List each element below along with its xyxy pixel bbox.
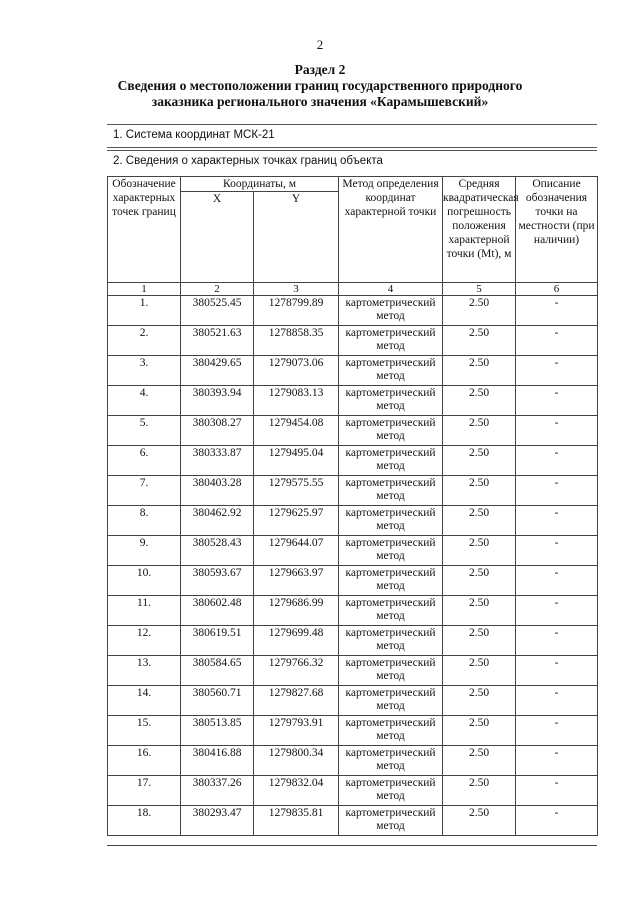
coord-y — [254, 806, 339, 836]
coord-y-value: 1279495.04 — [268, 447, 324, 459]
point-number — [108, 386, 181, 416]
method-value: картометрический метод — [345, 687, 436, 712]
coord-x-value: 380462.92 — [192, 507, 242, 519]
header-description: Описание обозначения точки на местности (при наличии) — [516, 177, 598, 283]
coord-x — [181, 536, 254, 566]
point-number-value: 7. — [139, 477, 149, 489]
points-table — [107, 176, 598, 836]
column-number: 4 — [339, 283, 443, 296]
coord-x-value: 380333.87 — [192, 447, 242, 459]
accuracy — [443, 536, 516, 566]
coord-y-value: 1279827.68 — [268, 687, 324, 699]
table-row — [108, 716, 598, 746]
method-value: картометрический метод — [345, 297, 436, 322]
point-number-value: 13. — [136, 657, 152, 669]
coord-x — [181, 596, 254, 626]
coord-x-value: 380593.67 — [192, 567, 242, 579]
point-number — [108, 446, 181, 476]
point-number-value: 1. — [139, 297, 149, 309]
accuracy-value: 2.50 — [468, 537, 490, 549]
description-value: - — [554, 657, 559, 669]
point-number-value: 15. — [136, 717, 152, 729]
description-value: - — [554, 447, 559, 459]
accuracy — [443, 596, 516, 626]
header-method: Метод определения координат характерной точки — [339, 177, 443, 283]
method — [339, 626, 443, 656]
point-number-value: 9. — [139, 537, 149, 549]
coord-y-value: 1279454.08 — [268, 417, 324, 429]
coord-y — [254, 626, 339, 656]
coord-y — [254, 596, 339, 626]
description-value: - — [554, 297, 559, 309]
accuracy — [443, 686, 516, 716]
coord-y — [254, 776, 339, 806]
page-number: 2 — [316, 37, 324, 52]
coord-x-value: 380416.88 — [192, 747, 242, 759]
point-number-value: 11. — [137, 597, 151, 609]
method — [339, 716, 443, 746]
coord-x — [181, 506, 254, 536]
description-value: - — [554, 417, 559, 429]
coord-x-value: 380528.43 — [192, 537, 242, 549]
description — [516, 476, 598, 506]
point-number — [108, 566, 181, 596]
coord-y — [254, 566, 339, 596]
coord-x — [181, 476, 254, 506]
coord-x-value: 380403.28 — [192, 477, 242, 489]
accuracy — [443, 506, 516, 536]
description-value: - — [554, 567, 559, 579]
accuracy — [443, 356, 516, 386]
method-value: картометрический метод — [345, 777, 436, 802]
accuracy-value: 2.50 — [468, 357, 490, 369]
method — [339, 476, 443, 506]
table-row — [108, 776, 598, 806]
coord-x — [181, 686, 254, 716]
method-value: картометрический метод — [345, 327, 436, 352]
description — [516, 326, 598, 356]
accuracy-value: 2.50 — [468, 447, 490, 459]
accuracy — [443, 566, 516, 596]
coord-x-value: 380619.51 — [192, 627, 242, 639]
method-value: картометрический метод — [345, 387, 436, 412]
coordinate-system-label: 1. Система координат МСК-21 — [113, 129, 275, 141]
description — [516, 716, 598, 746]
method — [339, 386, 443, 416]
point-number-value: 18. — [136, 807, 152, 819]
description — [516, 656, 598, 686]
coord-x-value: 380393.94 — [192, 387, 242, 399]
point-number-value: 4. — [139, 387, 149, 399]
method — [339, 416, 443, 446]
coord-y — [254, 386, 339, 416]
description — [516, 416, 598, 446]
accuracy-value: 2.50 — [468, 807, 490, 819]
characteristic-points-row — [107, 150, 597, 171]
point-number — [108, 806, 181, 836]
header-coordinates: Координаты, м — [181, 177, 339, 192]
point-number — [108, 776, 181, 806]
header-accuracy: Средняя квадратическая погрешность положения характерной точки (Mt), м — [443, 177, 516, 283]
coord-x-value: 380513.85 — [192, 717, 242, 729]
coord-y-value: 1279083.13 — [268, 387, 324, 399]
coord-y — [254, 536, 339, 566]
method — [339, 776, 443, 806]
accuracy-value: 2.50 — [468, 777, 490, 789]
coord-x-value: 380521.63 — [192, 327, 242, 339]
method-value: картометрический метод — [345, 507, 436, 532]
description-value: - — [554, 507, 559, 519]
method-value: картометрический метод — [345, 357, 436, 382]
point-number — [108, 746, 181, 776]
method — [339, 806, 443, 836]
section-heading — [60, 62, 580, 110]
table-row — [108, 536, 598, 566]
section-title: Раздел 2 — [294, 62, 346, 77]
coord-y — [254, 716, 339, 746]
description-value: - — [554, 717, 559, 729]
accuracy — [443, 296, 516, 326]
method — [339, 326, 443, 356]
description-value: - — [554, 327, 559, 339]
table-row — [108, 596, 598, 626]
point-number — [108, 416, 181, 446]
column-number: 1 — [108, 283, 181, 296]
accuracy — [443, 776, 516, 806]
coord-x-value: 380525.45 — [192, 297, 242, 309]
coord-y — [254, 656, 339, 686]
accuracy-value: 2.50 — [468, 387, 490, 399]
description-value: - — [554, 747, 559, 759]
coord-x-value: 380584.65 — [192, 657, 242, 669]
table-row — [108, 746, 598, 776]
method — [339, 746, 443, 776]
accuracy — [443, 746, 516, 776]
accuracy — [443, 716, 516, 746]
coord-y — [254, 356, 339, 386]
coord-y-value: 1279625.97 — [268, 507, 324, 519]
description-value: - — [554, 537, 559, 549]
header-y: Y — [254, 192, 339, 283]
table-row — [108, 416, 598, 446]
description — [516, 596, 598, 626]
coord-y-value: 1279800.34 — [268, 747, 324, 759]
method — [339, 566, 443, 596]
coord-x — [181, 386, 254, 416]
coord-x — [181, 356, 254, 386]
point-number — [108, 356, 181, 386]
coord-y-value: 1279686.99 — [268, 597, 324, 609]
coord-y-value: 1279699.48 — [268, 627, 324, 639]
point-number-value: 10. — [136, 567, 152, 579]
method-value: картометрический метод — [345, 537, 436, 562]
accuracy-value: 2.50 — [468, 747, 490, 759]
accuracy-value: 2.50 — [468, 567, 490, 579]
method-value: картометрический метод — [345, 417, 436, 442]
description — [516, 536, 598, 566]
coord-x — [181, 326, 254, 356]
method-value: картометрический метод — [345, 597, 436, 622]
method-value: картометрический метод — [345, 747, 436, 772]
method-value: картометрический метод — [345, 717, 436, 742]
coord-x — [181, 446, 254, 476]
heading-line-2: заказника регионального значения «Карамышевский» — [151, 94, 489, 109]
point-number — [108, 656, 181, 686]
coord-y-value: 1279644.07 — [268, 537, 324, 549]
column-number: 5 — [443, 283, 516, 296]
table-row — [108, 476, 598, 506]
column-number: 6 — [516, 283, 598, 296]
coord-y — [254, 446, 339, 476]
table-row — [108, 506, 598, 536]
coord-x — [181, 716, 254, 746]
method-value: картометрический метод — [345, 657, 436, 682]
coord-x — [181, 776, 254, 806]
coord-x-value: 380560.71 — [192, 687, 242, 699]
coord-x — [181, 416, 254, 446]
description — [516, 626, 598, 656]
coord-y — [254, 746, 339, 776]
point-number-value: 14. — [136, 687, 152, 699]
coord-y — [254, 326, 339, 356]
description — [516, 356, 598, 386]
method-value: картометрический метод — [345, 477, 436, 502]
description-value: - — [554, 627, 559, 639]
point-number-value: 17. — [136, 777, 152, 789]
accuracy — [443, 386, 516, 416]
description — [516, 296, 598, 326]
table-row — [108, 656, 598, 686]
table-body — [108, 296, 598, 836]
table-row — [108, 326, 598, 356]
description-value: - — [554, 777, 559, 789]
coord-y-value: 1279663.97 — [268, 567, 324, 579]
coord-x-value: 380293.47 — [192, 807, 242, 819]
point-number — [108, 296, 181, 326]
column-number: 3 — [254, 283, 339, 296]
description — [516, 566, 598, 596]
accuracy-value: 2.50 — [468, 507, 490, 519]
accuracy-value: 2.50 — [468, 717, 490, 729]
description-value: - — [554, 357, 559, 369]
method-value: картометрический метод — [345, 567, 436, 592]
heading-line-1: Сведения о местоположении границ государственного природного — [117, 78, 523, 93]
accuracy-value: 2.50 — [468, 597, 490, 609]
accuracy-value: 2.50 — [468, 477, 490, 489]
coord-x-value: 380308.27 — [192, 417, 242, 429]
point-number — [108, 716, 181, 746]
point-number-value: 5. — [139, 417, 149, 429]
point-number — [108, 536, 181, 566]
method-value: картометрический метод — [345, 447, 436, 472]
accuracy — [443, 416, 516, 446]
method — [339, 446, 443, 476]
coord-x — [181, 296, 254, 326]
point-number-value: 3. — [139, 357, 149, 369]
coord-x-value: 380602.48 — [192, 597, 242, 609]
coord-x — [181, 806, 254, 836]
accuracy — [443, 806, 516, 836]
method — [339, 686, 443, 716]
coord-y-value: 1278799.89 — [268, 297, 324, 309]
characteristic-points-label: 2. Сведения о характерных точках границ объекта — [113, 155, 383, 167]
accuracy — [443, 446, 516, 476]
coord-y — [254, 506, 339, 536]
table-row — [108, 356, 598, 386]
method — [339, 356, 443, 386]
point-number-value: 8. — [139, 507, 149, 519]
method — [339, 506, 443, 536]
coord-y-value: 1279835.81 — [268, 807, 324, 819]
description-value: - — [554, 687, 559, 699]
description — [516, 506, 598, 536]
coord-y — [254, 416, 339, 446]
point-number-value: 12. — [136, 627, 152, 639]
description-value: - — [554, 807, 559, 819]
accuracy-value: 2.50 — [468, 627, 490, 639]
table-row — [108, 386, 598, 416]
coord-x — [181, 626, 254, 656]
accuracy-value: 2.50 — [468, 327, 490, 339]
point-number — [108, 476, 181, 506]
point-number — [108, 686, 181, 716]
accuracy-value: 2.50 — [468, 687, 490, 699]
table-bottom-border — [107, 845, 597, 846]
accuracy — [443, 626, 516, 656]
table-row — [108, 626, 598, 656]
point-number — [108, 626, 181, 656]
method — [339, 656, 443, 686]
point-number-value: 16. — [136, 747, 152, 759]
point-number — [108, 596, 181, 626]
point-number — [108, 326, 181, 356]
accuracy-value: 2.50 — [468, 297, 490, 309]
coord-x — [181, 656, 254, 686]
coord-x-value: 380337.26 — [192, 777, 242, 789]
method — [339, 296, 443, 326]
header-x: X — [181, 192, 254, 283]
description — [516, 806, 598, 836]
table-row — [108, 296, 598, 326]
method-value: картометрический метод — [345, 807, 436, 832]
coord-y-value: 1279073.06 — [268, 357, 324, 369]
accuracy — [443, 656, 516, 686]
accuracy — [443, 326, 516, 356]
point-number-value: 6. — [139, 447, 149, 459]
accuracy-value: 2.50 — [468, 657, 490, 669]
accuracy — [443, 476, 516, 506]
coord-y — [254, 296, 339, 326]
column-number: 2 — [181, 283, 254, 296]
coord-y-value: 1279766.32 — [268, 657, 324, 669]
coord-x — [181, 566, 254, 596]
column-number-row — [108, 283, 598, 296]
description — [516, 746, 598, 776]
table-row — [108, 806, 598, 836]
table-row — [108, 446, 598, 476]
coord-y-value: 1279793.91 — [268, 717, 324, 729]
method — [339, 536, 443, 566]
coord-y-value: 1279575.55 — [268, 477, 324, 489]
coord-y — [254, 476, 339, 506]
description-value: - — [554, 597, 559, 609]
coord-y-value: 1278858.35 — [268, 327, 324, 339]
description — [516, 776, 598, 806]
method-value: картометрический метод — [345, 627, 436, 652]
coord-y — [254, 686, 339, 716]
coord-x-value: 380429.65 — [192, 357, 242, 369]
table-row — [108, 686, 598, 716]
table-row — [108, 566, 598, 596]
header-designation: Обозначение характерных точек границ — [108, 177, 181, 283]
description-value: - — [554, 477, 559, 489]
description — [516, 386, 598, 416]
point-number-value: 2. — [139, 327, 149, 339]
method — [339, 596, 443, 626]
point-number — [108, 506, 181, 536]
description — [516, 686, 598, 716]
coord-y-value: 1279832.04 — [268, 777, 324, 789]
description — [516, 446, 598, 476]
accuracy-value: 2.50 — [468, 417, 490, 429]
coord-x — [181, 746, 254, 776]
coordinate-system-row — [107, 124, 597, 148]
description-value: - — [554, 387, 559, 399]
